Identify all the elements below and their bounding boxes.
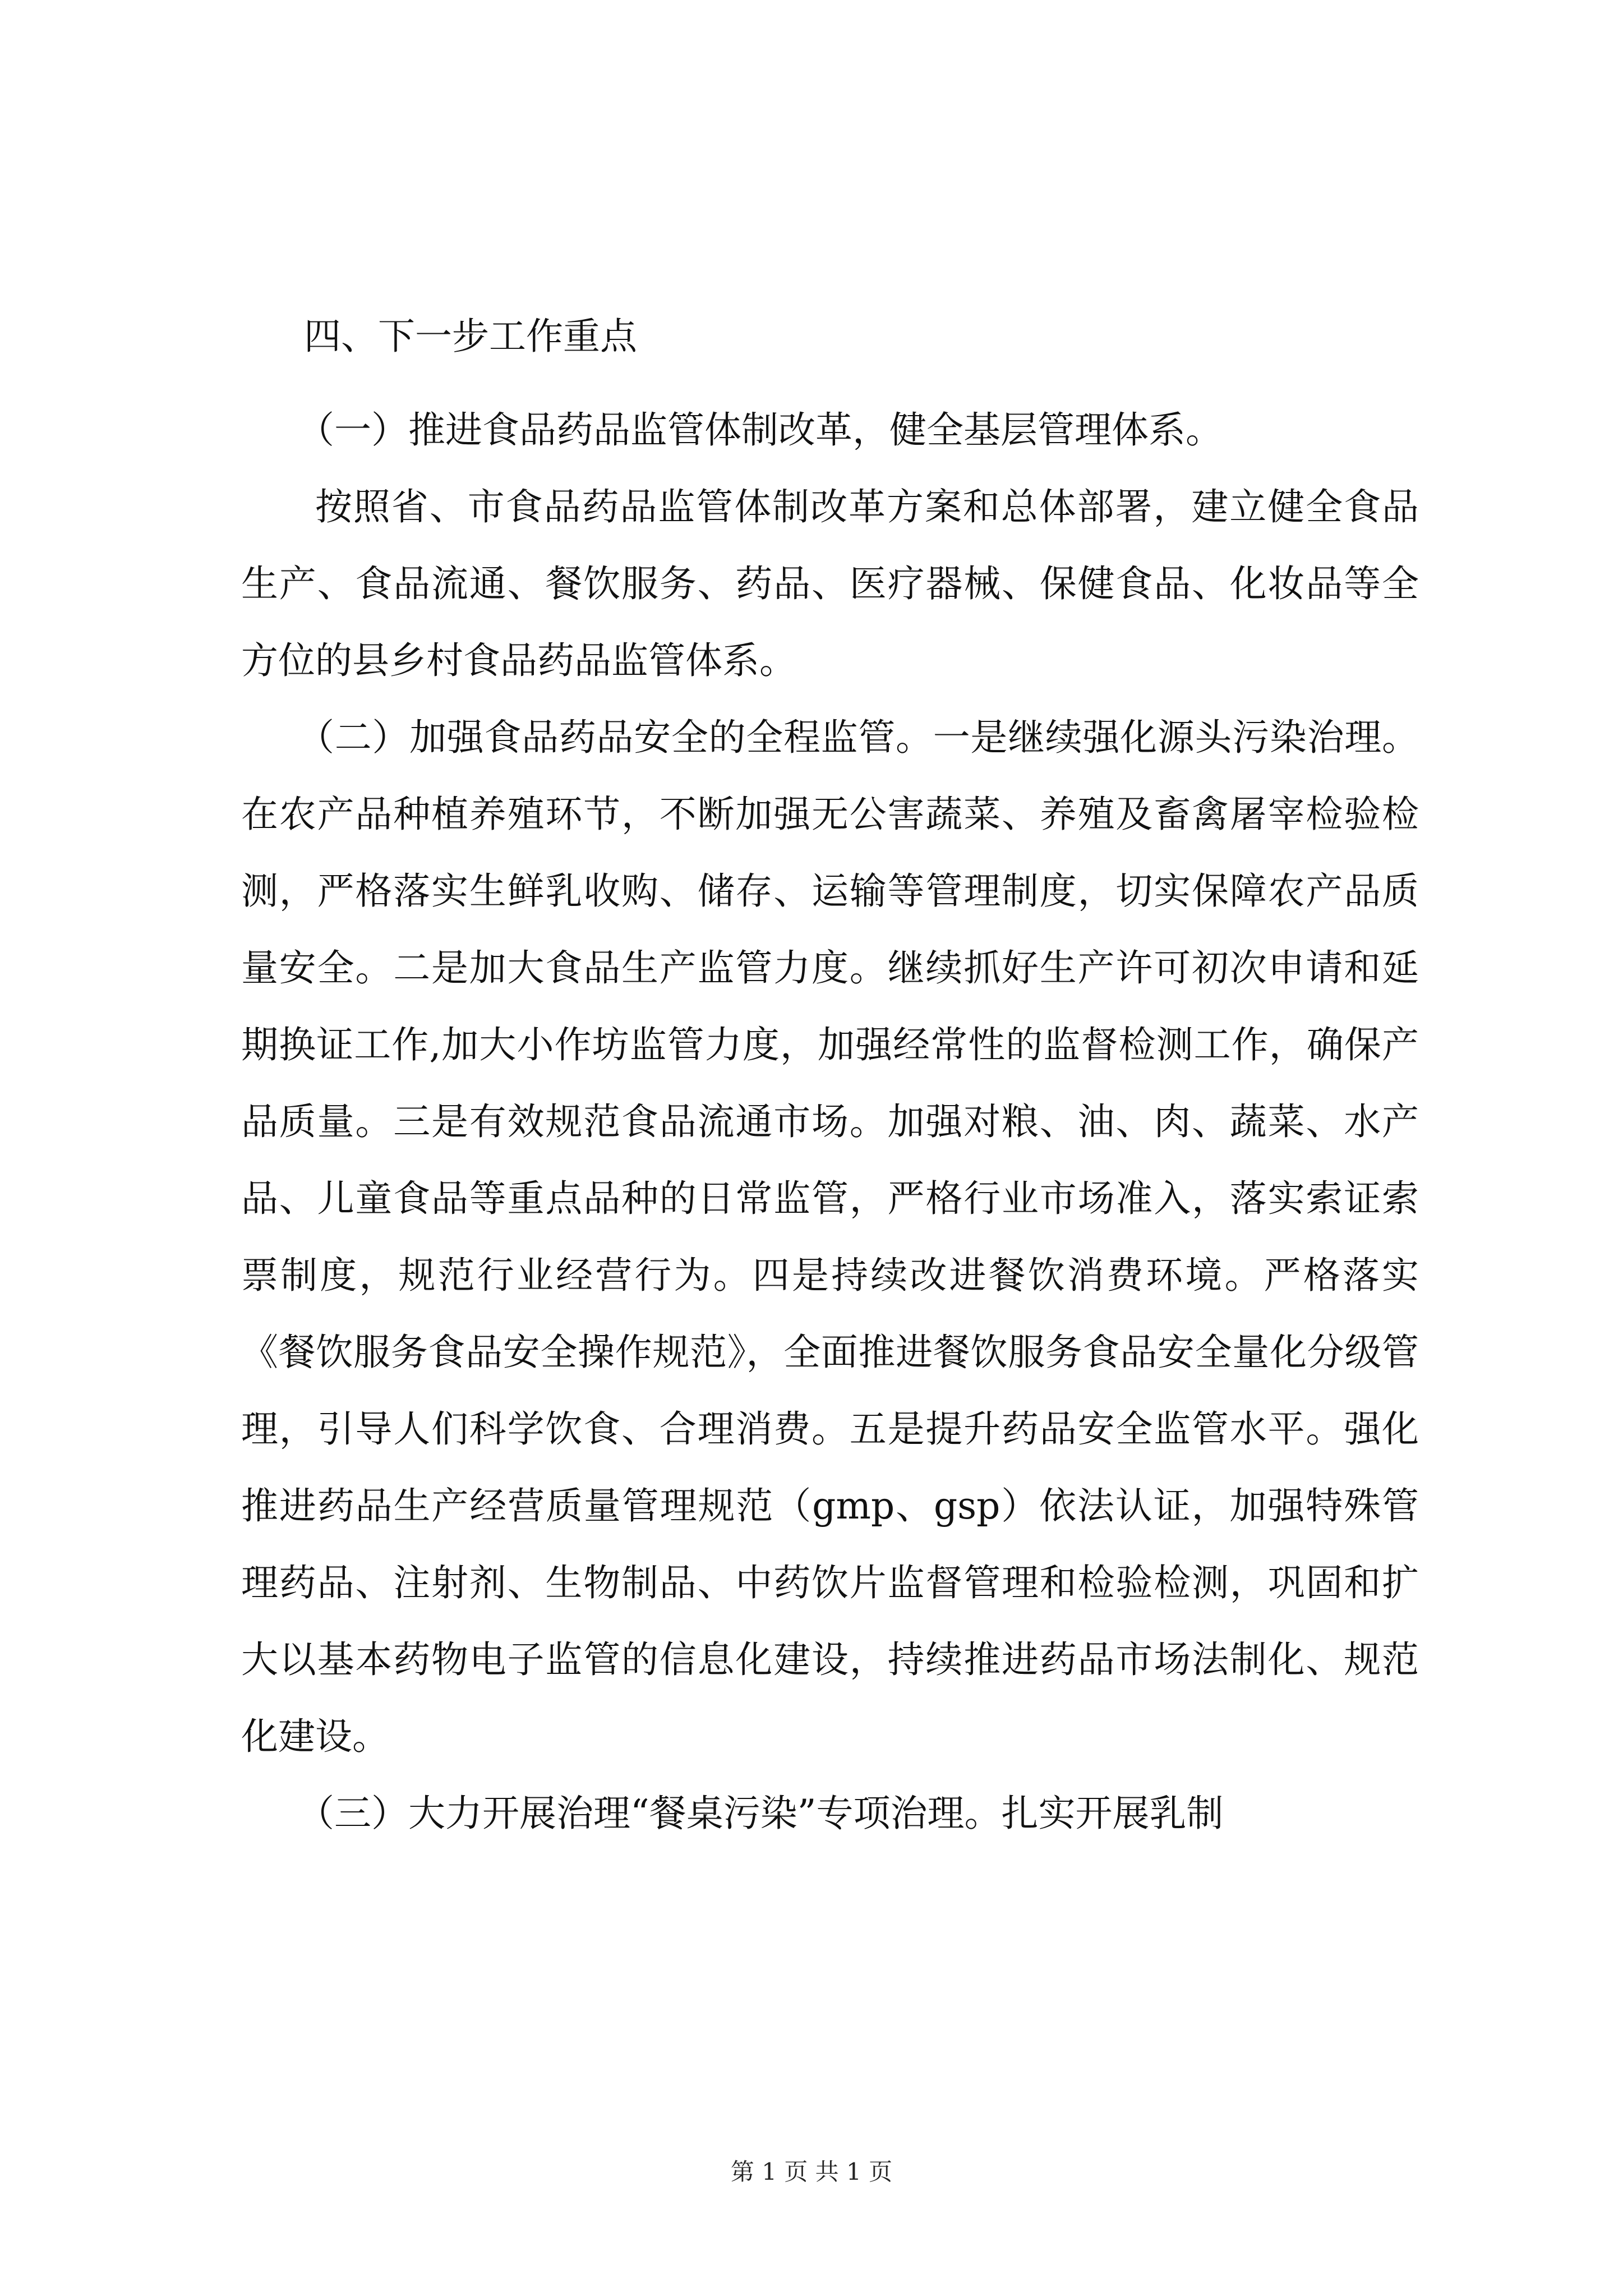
paragraph-1: 按照省、市食品药品监管体制改革方案和总体部署，建立健全食品生产、食品流通、餐饮服务、药品、医疗器械、保健食品、化妆品等全方位的县乡村食品药品监管体系。 (241, 485, 1419, 682)
document-body (241, 307, 1419, 1852)
paragraph-2: （二）加强食品药品安全的全程监管。一是继续强化源头污染治理。在农产品种植养殖环节，不断加强无公害蔬菜、养殖及畜禽屠宰检验检测，严格落实生鲜乳收购、储存、运输等管理制度，切实保障农产品质量安全。二是加大食品生产监管力度。继续抓好生产许可初次申请和延期换证工作,加大小作坊监管力度，加强经常性的监督检测工作，确保产品质量。三是有效规范食品流通市场。加强对粮、油、肉、蔬菜、水产品、儿童食品等重点品种的日常监管，严格行业市场准入，落实索证索票制度，规范行业经营行为。四是持续改进餐饮消费环境。严格落实《餐饮服务食品安全操作规范》，全面推进餐饮服务食品安全量化分级管理，引导人们科学饮食、合理消费。五是提升药品安全监管水平。强化推进药品生产经营质量管理规范（gmp、gsp）依法认证，加强特殊管理药品、注射剂、生物制品、中药饮片监督管理和检验检测，巩固和扩大以基本药物电子监管的信息化建设，持续推进药品市场法制化、规范化建设。 (241, 716, 1419, 1758)
paragraph-3: （三）大力开展治理“餐桌污染”专项治理。扎实开展乳制 (297, 1792, 1224, 1835)
section-heading: 四、下一步工作重点 (304, 315, 637, 358)
page-number-footer: 第 1 页 共 1 页 (730, 2158, 893, 2185)
subsection-heading-1: （一）推进食品药品监管体制改革，健全基层管理体系。 (297, 408, 1223, 452)
